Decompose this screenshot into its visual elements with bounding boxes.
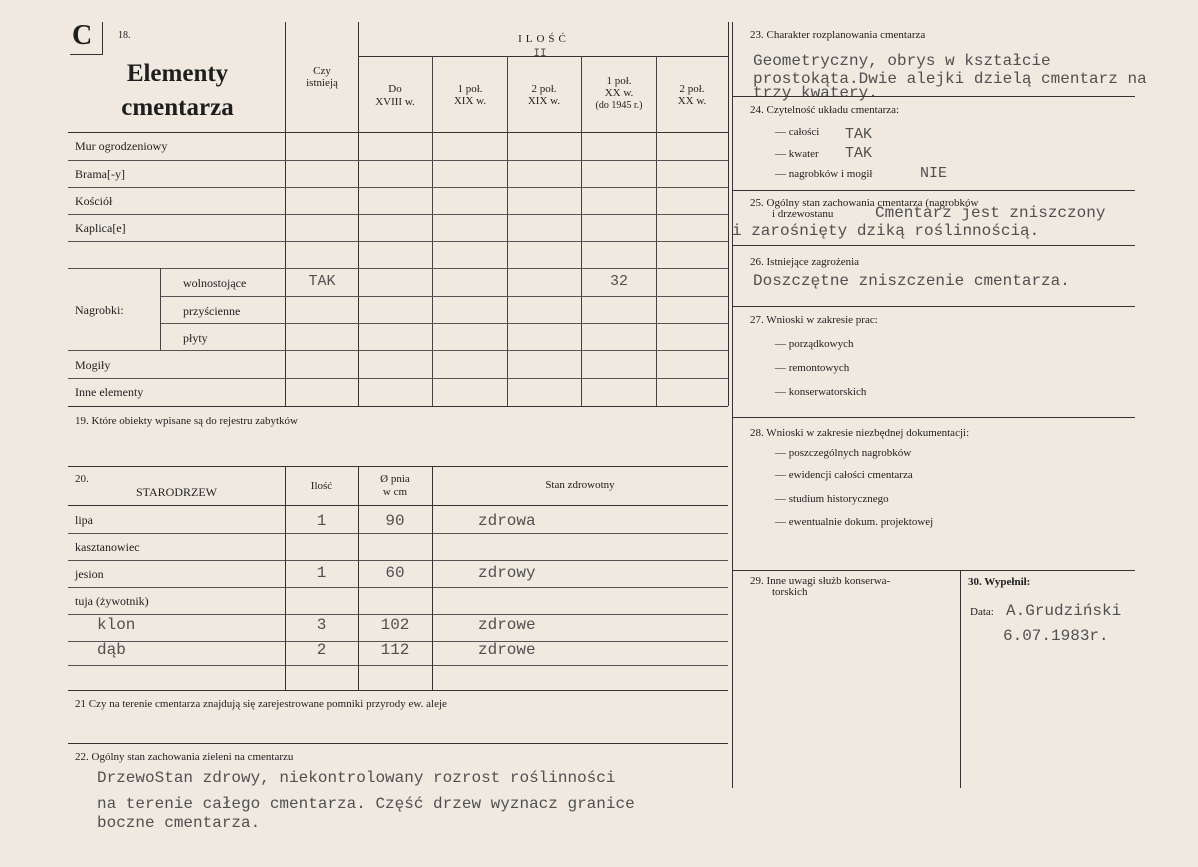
q24-item-calosci-label: — całości [775, 126, 820, 138]
row-label-mogily: Mogiły [75, 358, 111, 372]
tree-row-1-name: lipa [75, 513, 93, 527]
trees-header-diam-1: Ø pnia [380, 473, 410, 485]
question-22-line2: na terenie całego cmentarza. Część drzew wyznacz granice [97, 795, 635, 813]
question-23-line2: prostokąta.Dwie alejki dzielą cmentarz na [753, 70, 1147, 88]
tree-row-5-health: zdrowe [478, 616, 536, 634]
q24-item-calosci-value: TAK [845, 126, 873, 143]
question-22-line3: boczne cmentarza. [97, 814, 261, 832]
q28-item-ewidencji: — ewidencji całości cmentarza [775, 469, 913, 481]
question-25-label2: i drzewostanu [772, 208, 834, 220]
tree-row-6-name: dąb [97, 641, 126, 659]
question-21: 21 Czy na terenie cmentarza znajdują się zarejestrowane pomniki przyrody ew. aleje [75, 698, 447, 710]
trees-header-health: Stan zdrowotny [545, 479, 615, 491]
wolnostojace-exists-value: TAK [308, 273, 336, 290]
row-label-przyscienne: przyścienne [183, 304, 241, 318]
tree-row-5-count: 3 [316, 616, 327, 634]
q27-item-porzadkowych: — porządkowych [775, 338, 854, 350]
row-label-plyty: płyty [183, 331, 208, 345]
period-2pol-xx-2: XX w. [677, 95, 707, 107]
period-2pol-xix-2: XIX w. [527, 95, 561, 107]
question-25-line1: Cmentarz jest zniszczony [875, 204, 1106, 222]
section-number: 18. [118, 30, 131, 41]
period-1pol-xx-2: XX w. [604, 87, 634, 99]
question-22-line1: DrzewoStan zdrowy, niekontrolowany rozrost roślinności [97, 769, 616, 787]
period-2pol-xix-1: 2 poł. [531, 83, 557, 95]
czy-istnieja-label-1: Czy [313, 65, 331, 77]
row-label-mur: Mur ogrodzeniowy [75, 139, 168, 153]
trees-number: 20. [75, 473, 89, 485]
tree-row-1-health: zdrowa [478, 512, 536, 530]
period-1pol-xx-1: 1 poł. [606, 75, 632, 87]
period-1pol-xx-3: (do 1945 r.) [595, 100, 643, 111]
q24-item-nagrobkow-label: — nagrobków i mogił [775, 168, 873, 180]
tree-row-3-count: 1 [316, 564, 327, 582]
tree-row-3-name: jesion [75, 567, 104, 581]
question-27-label: 27. Wnioski w zakresie prac: [750, 314, 878, 326]
page-title-line1: Elementy [126, 60, 229, 87]
ilosc-label: ILOŚĆ [518, 33, 570, 45]
period-1pol-xix-2: XIX w. [453, 95, 487, 107]
tree-row-1-count: 1 [316, 512, 327, 530]
q24-item-kwater-value: TAK [845, 145, 873, 162]
row-label-brama: Brama[-y] [75, 167, 125, 181]
question-28-label: 28. Wnioski w zakresie niezbędnej dokumentacji: [750, 427, 970, 439]
q27-item-konserwatorskich: — konserwatorskich [775, 386, 867, 398]
tree-row-3-health: zdrowy [478, 564, 536, 582]
question-30-date: 6.07.1983r. [1003, 627, 1109, 645]
ilosc-sub: II [533, 48, 547, 60]
question-30-data-label: Data: [970, 606, 994, 618]
period-do-xviii-1: Do [388, 83, 402, 95]
question-29-label2: torskich [772, 586, 808, 598]
wolnostojace-count-value: 32 [609, 273, 628, 290]
tree-row-3-diam: 60 [385, 564, 405, 582]
question-23-line1: Geometryczny, obrys w kształcie [753, 52, 1051, 70]
tree-row-2-name: kasztanowiec [75, 540, 140, 554]
question-23-line3: trzy kwatery. [753, 84, 878, 102]
question-22-label: 22. Ogólny stan zachowania zieleni na cmentarzu [75, 751, 294, 763]
tree-row-5-name: klon [97, 616, 136, 634]
tree-row-5-diam: 102 [380, 616, 410, 634]
row-label-kaplica: Kaplica[e] [75, 221, 126, 235]
question-25-line2: i zarośnięty dziką roślinnością. [732, 222, 1040, 240]
trees-header-diam-2: w cm [382, 486, 408, 498]
question-25-label1: 25. Ogólny stan zachowania cmentarza (nagrobków [750, 197, 979, 209]
row-label-kosciol: Kościół [75, 194, 113, 208]
page-title-line2: cmentarza [121, 94, 234, 121]
q24-item-kwater-label: — kwater [775, 148, 819, 160]
tree-row-6-diam: 112 [380, 641, 410, 659]
question-26-label: 26. Istniejące zagrożenia [750, 256, 860, 268]
period-do-xviii-2: XVIII w. [375, 96, 415, 108]
q28-item-studium: — studium historycznego [775, 493, 889, 505]
question-30-label: 30. Wypełnił: [968, 576, 1031, 588]
row-label-wolnostojace: wolnostojące [183, 276, 247, 290]
question-26-value: Doszczętne zniszczenie cmentarza. [753, 272, 1070, 290]
question-30-name: A.Grudziński [1006, 602, 1122, 620]
question-19: 19. Które obiekty wpisane są do rejestru zabytków [75, 415, 298, 427]
section-letter: C [72, 20, 93, 51]
q28-item-projektowej: — ewentualnie dokum. projektowej [775, 516, 934, 528]
question-29-label1: 29. Inne uwagi służb konserwa- [750, 575, 891, 587]
row-label-nagrobki: Nagrobki: [75, 303, 124, 317]
tree-row-6-health: zdrowe [478, 641, 536, 659]
tree-row-6-count: 2 [316, 641, 327, 659]
tree-row-1-diam: 90 [385, 512, 405, 530]
q24-item-nagrobkow-value: NIE [920, 165, 948, 182]
czy-istnieja-label-2: istnieją [306, 77, 338, 89]
period-1pol-xix-1: 1 poł. [457, 83, 483, 95]
question-23-label: 23. Charakter rozplanowania cmentarza [750, 29, 926, 41]
q28-item-nagrobkow: — poszczególnych nagrobków [775, 447, 912, 459]
q27-item-remontowych: — remontowych [775, 362, 850, 374]
question-24-label: 24. Czytelność układu cmentarza: [750, 104, 900, 116]
trees-header-name: STARODRZEW [135, 485, 218, 499]
period-2pol-xx-1: 2 poł. [679, 83, 705, 95]
tree-row-4-name: tuja (żywotnik) [75, 594, 149, 608]
row-label-inne: Inne elementy [75, 385, 144, 399]
trees-header-count: Ilość [310, 480, 333, 492]
